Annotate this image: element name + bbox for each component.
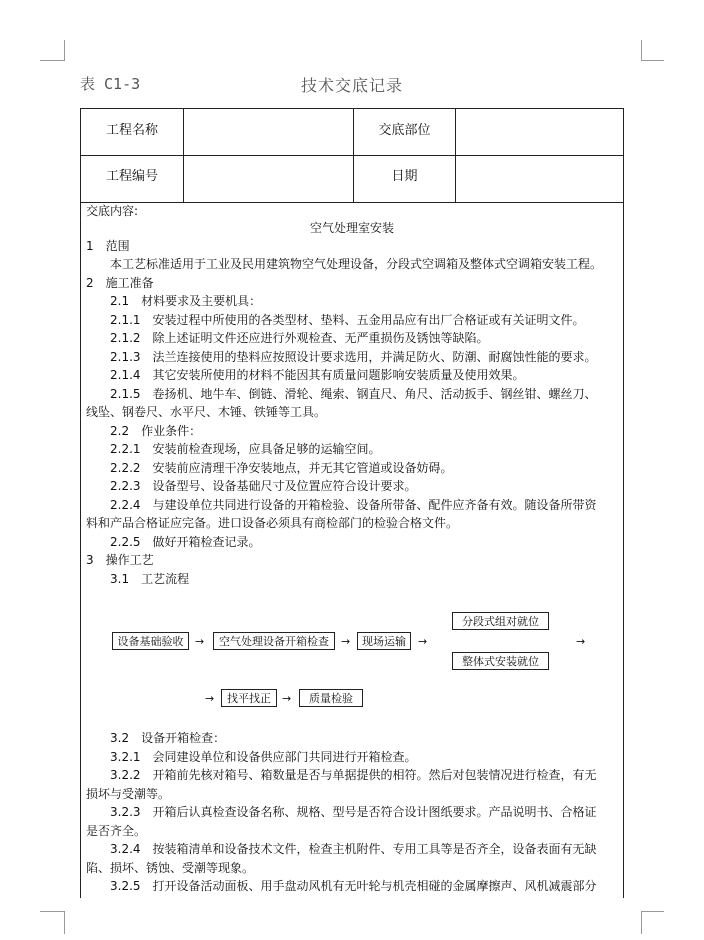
- paragraph-line: 2.2.4 与建设单位共同进行设备的开箱检验、设备所带备、配件应齐备有效。随设备所带资: [110, 498, 597, 512]
- crop-mark-bottom-right: [641, 911, 664, 934]
- flow-step-site-transport: 现场运输: [357, 632, 411, 650]
- paragraph-line: 料和产品合格证应完备。进口设备必须具有商检部门的检验合格文件。: [86, 516, 459, 530]
- paragraph-line: 2.2.3 设备型号、设备基础尺寸及位置应符合设计要求。: [110, 479, 417, 493]
- paragraph-line: 2.2.1 安装前检查现场，应具备足够的运输空间。: [110, 442, 381, 456]
- form-number: 表 C1-3: [80, 75, 141, 93]
- crop-mark-top-left: [40, 40, 65, 61]
- paragraph-line: 2.1.3 法兰连接使用的垫料应按照设计要求选用，并满足防火、防潮、耐腐蚀性能的要求。: [110, 350, 597, 364]
- col-divider: [455, 109, 456, 202]
- subsection-heading: 3.2 设备开箱检查：: [110, 731, 226, 745]
- flow-arrow: →: [195, 635, 205, 648]
- paragraph-line: 3.2.3 开箱后认真检查设备名称、规格、型号是否符合设计图纸要求。产品说明书、合格证: [110, 805, 597, 819]
- crop-mark-top-right: [641, 40, 664, 61]
- paragraph-line: 是否齐全。: [86, 824, 147, 838]
- document-title: 技术交底记录: [300, 76, 403, 95]
- flow-arrow: →: [282, 692, 292, 705]
- section-heading: 3 操作工艺: [86, 553, 154, 567]
- project-name-label: 工程名称: [105, 123, 158, 138]
- paragraph-line: 2.2.2 安装前应清理干净安装地点，并无其它管道或设备妨碍。: [110, 461, 453, 475]
- paragraph-line: 2.1.4 其它安装所使用的材料不能因其有质量问题影响安装质量及使用效果。: [110, 368, 525, 382]
- flow-arrow: →: [576, 635, 586, 648]
- location-label: 交底部位: [378, 123, 431, 138]
- flow-step-quality-check: 质量检验: [299, 689, 363, 707]
- col-divider: [183, 109, 184, 202]
- paragraph-line: 3.2.5 打开设备活动面板、用手盘动风机有无叶轮与机壳相碰的金属摩擦声、风机减震部分: [110, 879, 597, 893]
- paragraph-line: 损坏与受潮等。: [86, 787, 171, 801]
- flow-step-foundation-acceptance: 设备基础验收: [112, 632, 189, 650]
- subsection-heading: 2.2 作业条件：: [110, 424, 202, 438]
- flow-step-integral-installation: 整体式安装就位: [452, 652, 549, 670]
- crop-mark-bottom-left: [40, 911, 65, 934]
- row-divider: [81, 155, 623, 156]
- flow-step-leveling: 找平找正: [221, 689, 277, 707]
- section-heading: 2 施工准备: [86, 276, 154, 290]
- paragraph-line: 2.1.5 卷扬机、地牛车、倒链、滑轮、绳索、钢直尺、角尺、活动扳手、钢丝钳、螺丝刀、: [110, 387, 597, 401]
- date-label: 日期: [391, 169, 418, 184]
- project-no-label: 工程编号: [105, 169, 158, 184]
- content-title: 空气处理室安装: [309, 221, 394, 235]
- subsection-heading: 3.1 工艺流程: [110, 572, 190, 586]
- paragraph-line: 2.1.2 除上述证明文件还应进行外观检查、无严重损伤及锈蚀等缺陷。: [110, 331, 489, 345]
- section-heading: 1 范围: [86, 239, 130, 253]
- flow-step-sectional-assembly: 分段式组对就位: [452, 612, 549, 630]
- paragraph-line: 本工艺标准适用于工业及民用建筑物空气处理设备，分段式空调箱及整体式空调箱安装工程。: [110, 257, 603, 271]
- paragraph-line: 3.2.2 开箱前先核对箱号、箱数量是否与单据提供的相符。然后对包装情况进行检查，有无: [110, 768, 597, 782]
- paragraph-line: 2.1.1 安装过程中所使用的各类型材、垫料、五金用品应有出厂合格证或有关证明文件。: [110, 313, 585, 327]
- flow-arrow: →: [341, 635, 351, 648]
- paragraph-line: 线坠、钢卷尺、水平尺、木锤、铁锤等工具。: [86, 405, 327, 419]
- flow-arrow: →: [418, 635, 428, 648]
- subsection-heading: 2.1 材料要求及主要机具：: [110, 294, 262, 308]
- paragraph-line: 2.2.5 做好开箱检查记录。: [110, 535, 261, 549]
- paragraph-line: 3.2.4 按装箱清单和设备技术文件，检查主机附件、专用工具等是否齐全，设备表面有无缺: [110, 842, 597, 856]
- paragraph-line: 3.2.1 会同建设单位和设备供应部门共同进行开箱检查。: [110, 750, 417, 764]
- paragraph-line: 陷、损坏、锈蚀、受潮等现象。: [86, 861, 255, 875]
- flow-arrow: →: [205, 692, 215, 705]
- content-label: 交底内容:: [86, 204, 139, 218]
- flow-step-unpacking-inspection: 空气处理设备开箱检查: [213, 632, 335, 650]
- row-divider: [81, 202, 623, 203]
